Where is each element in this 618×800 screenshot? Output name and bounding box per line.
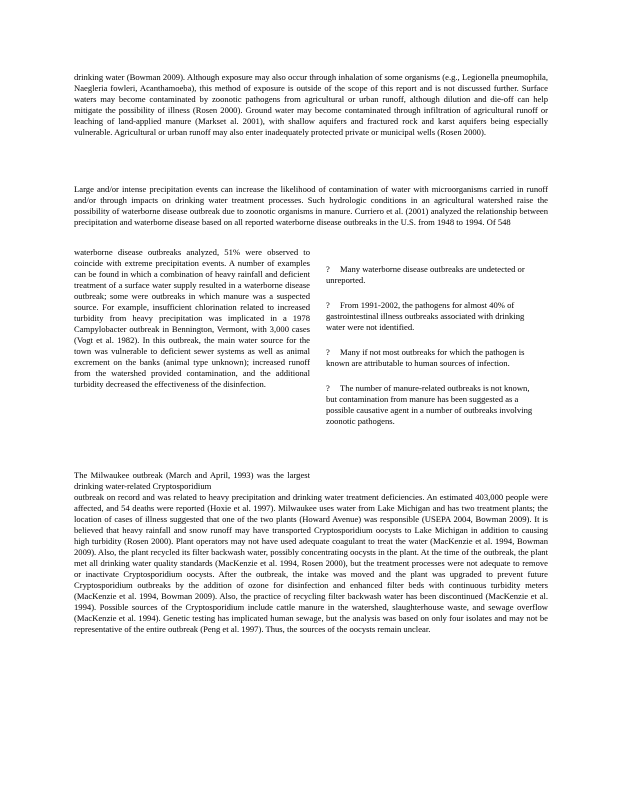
sidebar-item bbox=[326, 300, 540, 333]
paragraph-text: drinking water (Bowman 2009). Although exposure may also occur through inhalation of some organisms (e.g., Legionella pneumophila, Naegleria fowleri, Acanthamoeba), this method of exposure is outside of the scope of this report and is not discussed further. Surface waters may become contaminated by zoonotic pathogens from agricultural or urban runoff, although dilution and die-off can help mitigate the possibility of illness (Rosen 2000). Ground water may become contaminated through infiltration of agricultural runoff or leaching of land-applied manure (Markset al. 2001), with shallow aquifers and fractured rock and karst aquifers being especially vulnerable. Agricultural or urban runoff may also enter inadequately protected private or municipal wells (Rosen 2000). bbox=[74, 72, 548, 137]
paragraph-text: The Milwaukee outbreak (March and April, 1993) was the largest drinking water-related Cryptosporidium bbox=[74, 470, 310, 491]
paragraph-text: outbreak on record and was related to heavy precipitation and drinking water treatment deficiencies. An estimated 403,000 people were affected, and 54 deaths were reported (Hoxie et al. 1997). Milwaukee uses water from Lake Michigan and has two treatment plants; the location of cases of illness suggested that one of the two plants (Howard Avenue) was responsible (USEPA 2004, Bowman 2009). It is believed that heavy rainfall and snow runoff may have transported Cryptosporidium oocysts to Lake Michigan in addition to causing high turbidity (Rosen 2000). Plant operators may not have used adequate coagulant to treat the water (MacKenzie et al. 1994, Bowman 2009). Also, the plant recycled its filter backwash water, possibly concentrating oocysts in the plant. At the time of the outbreak, the plant met all drinking water quality standards (MacKenzie et al. 1994, Rosen 2000), but the treatment processes were not adequate to remove or inactivate Cryptosporidium oocysts. After the outbreak, the intake was moved and the plant was upgraded to prevent future Cryptosporidium outbreaks by the addition of ozone for disinfection and enhanced filter beds with continuous turbidity meters (MacKenzie et al. 1994, Bowman 2009). Also, the practice of recycling filter backwash water has been discontinued (MacKenzie et al. 1994). Possible sources of the Cryptosporidium include cattle manure in the watershed, slaughterhouse waste, and sewage overflow (MacKenzie et al. 1994). Genetic testing has implicated human sewage, but the analysis was based on only four isolates and may not be representative of the entire outbreak (Peng et al. 1997). Thus, the sources of the oocysts remain unclear. bbox=[74, 492, 548, 634]
sidebar-item-text: The number of manure-related outbreaks is not known, but contamination from manure has been suggested as a possible causative agent in a number of outbreaks involving zoonotic pathogens. bbox=[326, 383, 533, 426]
paragraph-milwaukee-outbreak bbox=[74, 492, 548, 635]
sidebar-item-text: From 1991-2002, the pathogens for almost 40% of gastrointestinal illness outbreaks associated with drinking water were not identified. bbox=[326, 300, 525, 332]
bullet-glyph: ? bbox=[326, 264, 330, 274]
sidebar-item bbox=[326, 383, 540, 427]
sidebar-item-text: Many if not most outbreaks for which the pathogen is known are attributable to human sources of infection. bbox=[326, 347, 525, 368]
sidebar-item bbox=[326, 264, 540, 286]
paragraph-text: Large and/or intense precipitation events can increase the likelihood of contamination of water with microorganisms carried in runoff and/or through impacts on drinking water treatment processes. Such hydrologic conditions in an agricultural watershed raise the possibility of waterborne disease outbreak due to zoonotic organisms in manure. Curriero et al. (2001) analyzed the relationship between precipitation and waterborne disease based on all reported waterborne disease outbreaks in the U.S. from 1948 to 1994. Of 548 bbox=[74, 184, 548, 227]
paragraph-precipitation-events bbox=[74, 184, 548, 228]
bullet-glyph: ? bbox=[326, 300, 330, 310]
paragraph-text: waterborne disease outbreaks analyzed, 51% were observed to coincide with extreme precipitation events. A number of examples can be found in which a combination of heavy rainfall and deficient treatment of a surface water supply resulted in a waterborne disease outbreak; some were outbreaks in which manure was a suspected source. For example, insufficient chlorination related to increased turbidity from heavy precipitation was implicated in a 1978 Campylobacter outbreak in Bennington, Vermont, with 3,000 cases (Vogt et al. 1982). In this outbreak, the main water source for the town was vulnerable to deficient sewer systems as well as animal excrement on the banks (animal type unknown); increased runoff from the watershed provided contamination, and the additional turbidity decreased the effectiveness of the disinfection. bbox=[74, 247, 310, 389]
sidebar-item bbox=[326, 347, 540, 369]
paragraph-milwaukee-intro bbox=[74, 470, 310, 492]
sidebar-item-text: Many waterborne disease outbreaks are undetected or unreported. bbox=[326, 264, 525, 285]
sidebar-key-points bbox=[326, 264, 540, 441]
paragraph-drinking-water-exposure bbox=[74, 72, 548, 138]
paragraph-outbreaks-analyzed bbox=[74, 247, 310, 390]
bullet-glyph: ? bbox=[326, 383, 330, 393]
bullet-glyph: ? bbox=[326, 347, 330, 357]
